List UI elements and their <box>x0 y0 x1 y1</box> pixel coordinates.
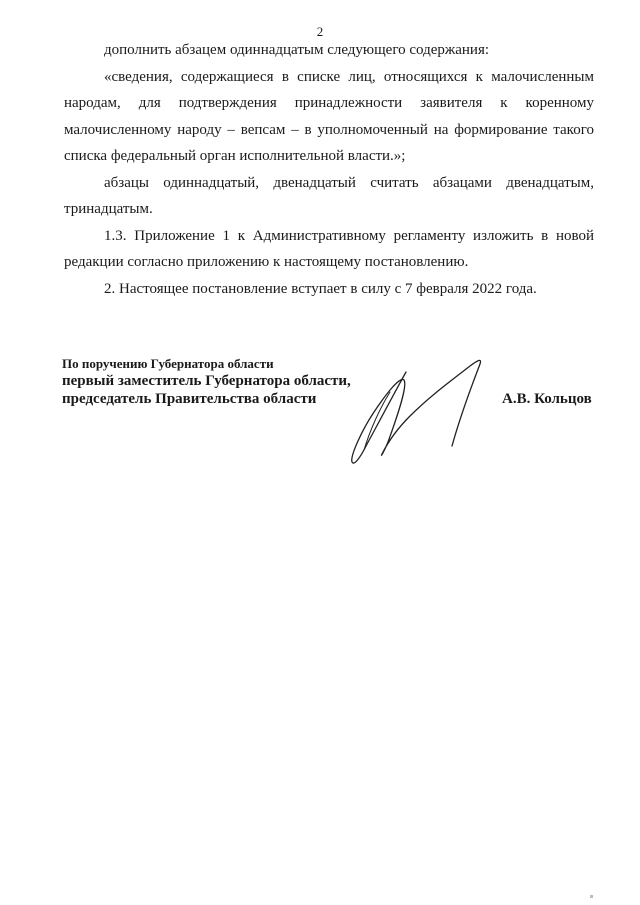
paragraph-1-3: 1.3. Приложение 1 к Административному регламенту изложить в новой редакции согласно приложению к настоящему постановлению. <box>64 227 594 270</box>
signer-name: А.В. Кольцов <box>502 391 592 407</box>
document-body <box>64 37 594 302</box>
page-number: 2 <box>316 24 324 39</box>
paragraph-quote: «сведения, содержащиеся в списке лиц, относящихся к малочисленным народам, для подтверждения принадлежности заявителя к коренному малочисленному народу – вепсам – в уполномоченный на формирование такого списка федеральный орган исполнительной власти.»; <box>64 68 594 164</box>
signature-authority-line: По поручению Губернатора области <box>62 356 274 371</box>
signer-position-line1: первый заместитель Губернатора области, <box>62 373 351 389</box>
paragraph-2: 2. Настоящее постановление вступает в силу с 7 февраля 2022 года. <box>104 280 537 297</box>
paragraph-add-abzac: дополнить абзацем одиннадцатым следующего содержания: <box>104 42 490 58</box>
paragraph-renumber: абзацы одиннадцатый, двенадцатый считать абзацами двенадцатым, тринадцатым. <box>64 174 594 217</box>
signer-position-line2: председатель Правительства области <box>62 391 317 407</box>
handwritten-signature-icon <box>340 350 490 470</box>
scan-artifact <box>590 895 593 898</box>
